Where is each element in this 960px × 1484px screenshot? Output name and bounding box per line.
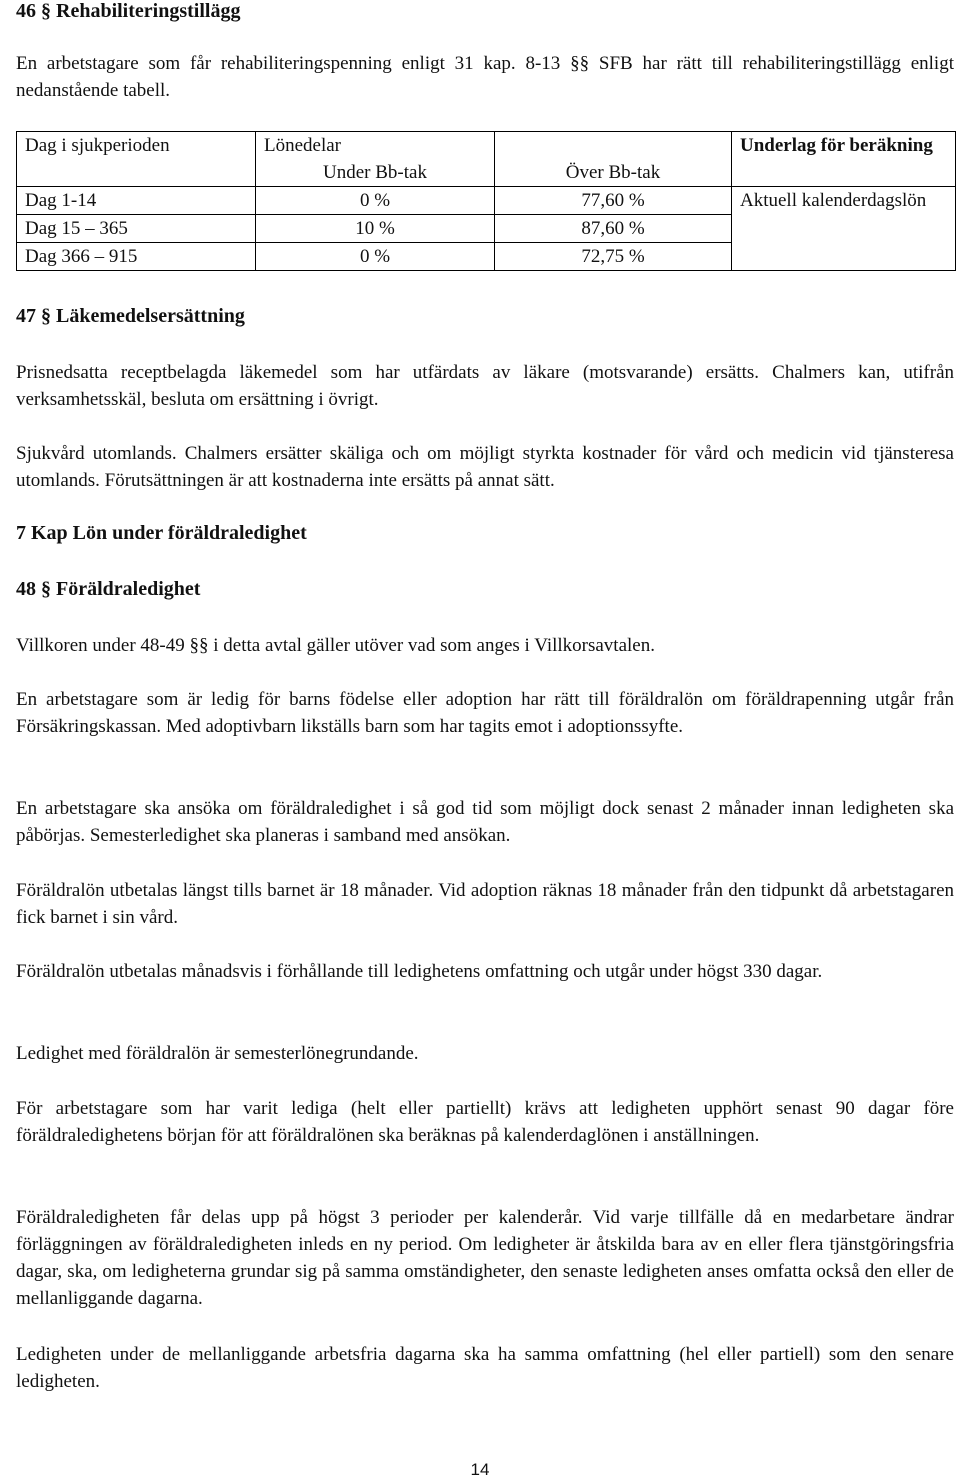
header-underlag: Underlag för beräkning	[732, 132, 956, 187]
s48-paragraph: Villkoren under 48-49 §§ i detta avtal gäller utöver vad som anges i Villkorsavtalen.	[16, 635, 655, 656]
section-47-p1: Prisnedsatta receptbelagda läkemedel som har utfärdats av läkare (motsvarande) ersätts. Chalmers kan, utifrån verksamhetsskäl, besluta om ersättning i övrigt.	[16, 362, 954, 410]
header-over: Över Bb-tak	[495, 159, 732, 187]
row-day: Dag 15 – 365	[17, 215, 256, 243]
header-under: Under Bb-tak	[256, 159, 495, 187]
s48-paragraph: En arbetstagare som är ledig för barns födelse eller adoption har rätt till föräldralön om föräldrapenning utgår från Försäkringskassan. Med adoptivbarn likställs barn som har tagits emot i adoptionssyfte.	[16, 689, 954, 737]
section-48-heading: 48 § Föräldraledighet	[16, 578, 201, 600]
header-day: Dag i sjukperioden	[17, 132, 256, 160]
table-row	[17, 187, 956, 215]
row-under: 10 %	[256, 215, 495, 243]
s48-paragraph: Föräldraledigheten får delas upp på högst 3 perioder per kalenderår. Vid varje tillfälle då en medarbetare ändrar förläggningen av föräldraledigheten inleds en ny period. Om ledigheter är åtskilda bara av en eller flera tjänstgöringsfria dagar, ska, om ledigheterna grundar sig på samma omständigheter, den senaste ledigheten anses omfatta också den eller de mellanliggande dagarna.	[16, 1207, 954, 1309]
section-47-heading: 47 § Läkemedelsersättning	[16, 305, 245, 327]
row-over: 77,60 %	[495, 187, 732, 215]
section-46-heading: 46 § Rehabiliteringstillägg	[16, 0, 241, 22]
row-over: 87,60 %	[495, 215, 732, 243]
row-day: Dag 1-14	[17, 187, 256, 215]
section-47-p2: Sjukvård utomlands. Chalmers ersätter skäliga och om möjligt styrkta kostnader för vård och medicin vid tjänsteresa utomlands. Förutsättningen är att kostnaderna inte ersätts på annat sätt.	[16, 443, 954, 491]
page-number: 14	[470, 1460, 490, 1479]
row-under: 0 %	[256, 243, 495, 271]
s48-paragraph: Ledighet med föräldralön är semesterlönegrundande.	[16, 1043, 419, 1064]
s48-paragraph: För arbetstagare som har varit lediga (helt eller partiellt) krävs att ledigheten upphört senast 90 dagar före föräldraledighetens början för att föräldralönen ska beräknas på kalenderdaglönen i anställningen.	[16, 1098, 954, 1146]
s48-paragraph: Föräldralön utbetalas längst tills barnet är 18 månader. Vid adoption räknas 18 månader från den tidpunkt då arbetstagaren fick barnet i sin vård.	[16, 880, 954, 928]
basis-cell: Aktuell kalenderdagslön	[732, 187, 956, 271]
s48-paragraph: En arbetstagare ska ansöka om föräldraledighet i så god tid som möjligt dock senast 2 månader innan ledigheten ska påbörjas. Semesterledighet ska planeras i samband med ansökan.	[16, 798, 954, 846]
row-day: Dag 366 – 915	[17, 243, 256, 271]
s48-paragraph: Ledigheten under de mellanliggande arbetsfria dagarna ska ha samma omfattning (hel eller partiell) som den senare ledigheten.	[16, 1344, 954, 1392]
rehab-table	[16, 131, 956, 271]
chapter-7-heading: 7 Kap Lön under föräldraledighet	[16, 522, 307, 544]
row-over: 72,75 %	[495, 243, 732, 271]
section-46-text: En arbetstagare som får rehabiliteringspenning enligt 31 kap. 8-13 §§ SFB har rätt till rehabiliteringstillägg enligt nedanstående tabell.	[16, 53, 954, 101]
row-under: 0 %	[256, 187, 495, 215]
s48-paragraph: Föräldralön utbetalas månadsvis i förhållande till ledighetens omfattning och utgår under högst 330 dagar.	[16, 961, 823, 982]
header-lonedelar: Lönedelar	[256, 132, 495, 160]
